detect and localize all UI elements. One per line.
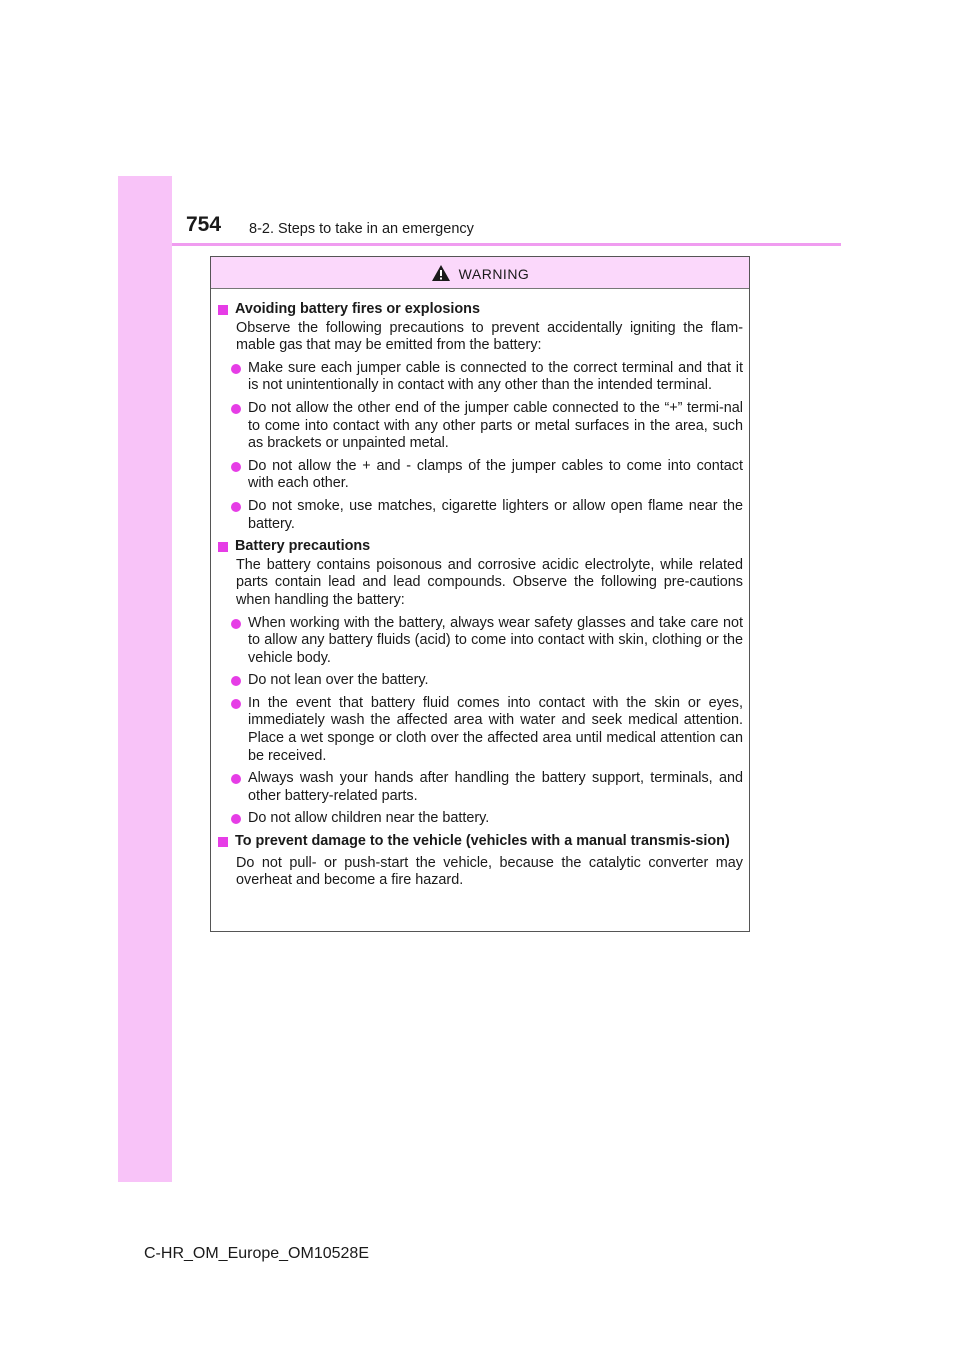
section-title: 8-2. Steps to take in an emergency <box>249 221 474 237</box>
circle-bullet-icon <box>231 814 241 824</box>
list-item: Do not allow children near the battery. <box>217 810 743 828</box>
circle-bullet-icon <box>231 699 241 709</box>
side-tab-band <box>118 176 172 1182</box>
list-item: Make sure each jumper cable is connected to the correct terminal and that it is not unintentionally in contact with any other than the intended terminal. <box>217 360 743 395</box>
circle-bullet-icon <box>231 774 241 784</box>
warning-box <box>210 256 750 932</box>
list-item: In the event that battery fluid comes into contact with the skin or eyes, immediately wash the affected area with water and seek medical attention. Place a wet sponge or cloth over the affected area until medical attention can be received. <box>217 695 743 765</box>
circle-bullet-icon <box>231 619 241 629</box>
list-item: Do not allow the + and - clamps of the jumper cables to come into contact with each other. <box>217 458 743 493</box>
page-number: 754 <box>186 213 222 236</box>
warning-body <box>211 289 749 890</box>
section-heading: To prevent damage to the vehicle (vehicles with a manual transmis-sion) <box>217 833 743 851</box>
section-intro: Observe the following precautions to prevent accidentally igniting the flam-mable gas that may be emitted from the battery: <box>236 319 743 354</box>
header-rule <box>172 243 841 246</box>
document-code: C-HR_OM_Europe_OM10528E <box>144 1245 369 1262</box>
square-bullet-icon <box>218 542 228 552</box>
section-intro: The battery contains poisonous and corrosive acidic electrolyte, while related parts contain lead and lead compounds. Observe the following pre-cautions when handling the battery: <box>236 556 743 608</box>
section-intro: Do not pull- or push-start the vehicle, because the catalytic converter may overheat and become a fire hazard. <box>236 854 743 889</box>
list-item: Do not allow the other end of the jumper cable connected to the “+” termi-nal to come into contact with any other parts or metal surfaces in the area, such as brackets or unpainted metal. <box>217 400 743 453</box>
square-bullet-icon <box>218 305 228 315</box>
circle-bullet-icon <box>231 462 241 472</box>
section-heading: Avoiding battery fires or explosions <box>217 301 743 319</box>
list-item: When working with the battery, always wear safety glasses and take care not to allow any battery fluids (acid) to come into contact with skin, clothing or the vehicle body. <box>217 615 743 668</box>
circle-bullet-icon <box>231 404 241 414</box>
list-item: Do not smoke, use matches, cigarette lighters or allow open flame near the battery. <box>217 498 743 533</box>
warning-title: WARNING <box>458 265 530 282</box>
square-bullet-icon <box>218 837 228 847</box>
warning-triangle-icon <box>431 264 451 282</box>
list-item: Do not lean over the battery. <box>217 672 743 690</box>
circle-bullet-icon <box>231 364 241 374</box>
circle-bullet-icon <box>231 676 241 686</box>
list-item: Always wash your hands after handling the battery support, terminals, and other battery-related parts. <box>217 770 743 805</box>
section-heading: Battery precautions <box>217 538 743 556</box>
circle-bullet-icon <box>231 502 241 512</box>
warning-header <box>211 257 749 289</box>
